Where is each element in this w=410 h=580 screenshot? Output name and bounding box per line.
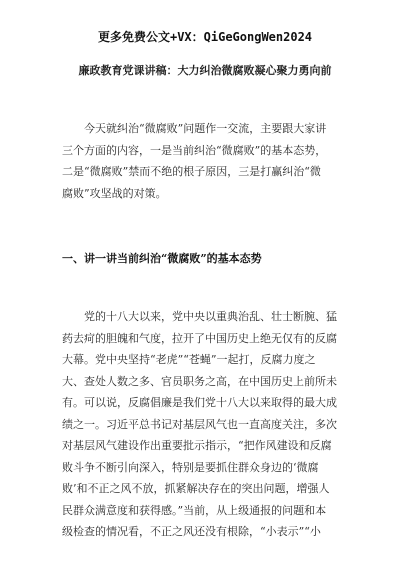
text-line: 民群众满意度和获得感。”当前，从上级通报的问题和本 [62, 503, 327, 517]
text-line: 级检查的情况看，不正之风还没有根除，“小表示”“小 [62, 525, 321, 538]
section-heading: 一、讲一讲当前纠治“微腐败”的基本态势 [62, 252, 262, 265]
text-line: 对基层风气建设作出重要批示指示，“把作风建设和反腐 [62, 439, 332, 452]
document-title: 廉政教育党课讲稿：大力纠治微腐败凝心聚力勇向前 [78, 64, 332, 77]
section-paragraph [62, 306, 358, 543]
text-line: 绩之一。习近平总书记对基层风气也一直高度关注，多次 [62, 417, 337, 431]
text-line: 腐败”攻坚战的对策。 [62, 186, 167, 200]
text-line: 今天就纠治“微腐败”问题作一交流，主要跟大家讲 [62, 122, 327, 135]
text-line: 有。可以说，反腐倡廉是我们党十八大以来取得的最大成 [62, 396, 337, 409]
text-line: 大幕。党中央坚持“老虎”“苍蝇”一起打，反腐力度之 [62, 353, 316, 366]
text-line: 大、查处人数之多、官员职务之高，在中国历史上前所未 [62, 374, 337, 388]
promo-header: 更多免费公文+VX：QiGeGongWen2024 [97, 30, 313, 44]
text-line: 党的十八大以来，党中央以重典治乱、壮士断腕、猛 [62, 310, 337, 323]
text-line: 败’和不正之风不放，抓紧解决存在的突出问题，增强人 [62, 482, 330, 495]
text-line: 败斗争不断引向深入，特别是要抓住群众身边的‘微腐 [62, 460, 319, 474]
text-line: 药去疴的胆魄和气度，拉开了中国历史上绝无仅有的反腐 [62, 331, 337, 345]
text-line: 三个方面的内容，一是当前纠治“微腐败”的基本态势， [62, 143, 327, 157]
intro-paragraph [62, 118, 358, 204]
text-line: 二是“微腐败”禁而不绝的根子原因，三是打赢纠治“微 [62, 165, 321, 178]
